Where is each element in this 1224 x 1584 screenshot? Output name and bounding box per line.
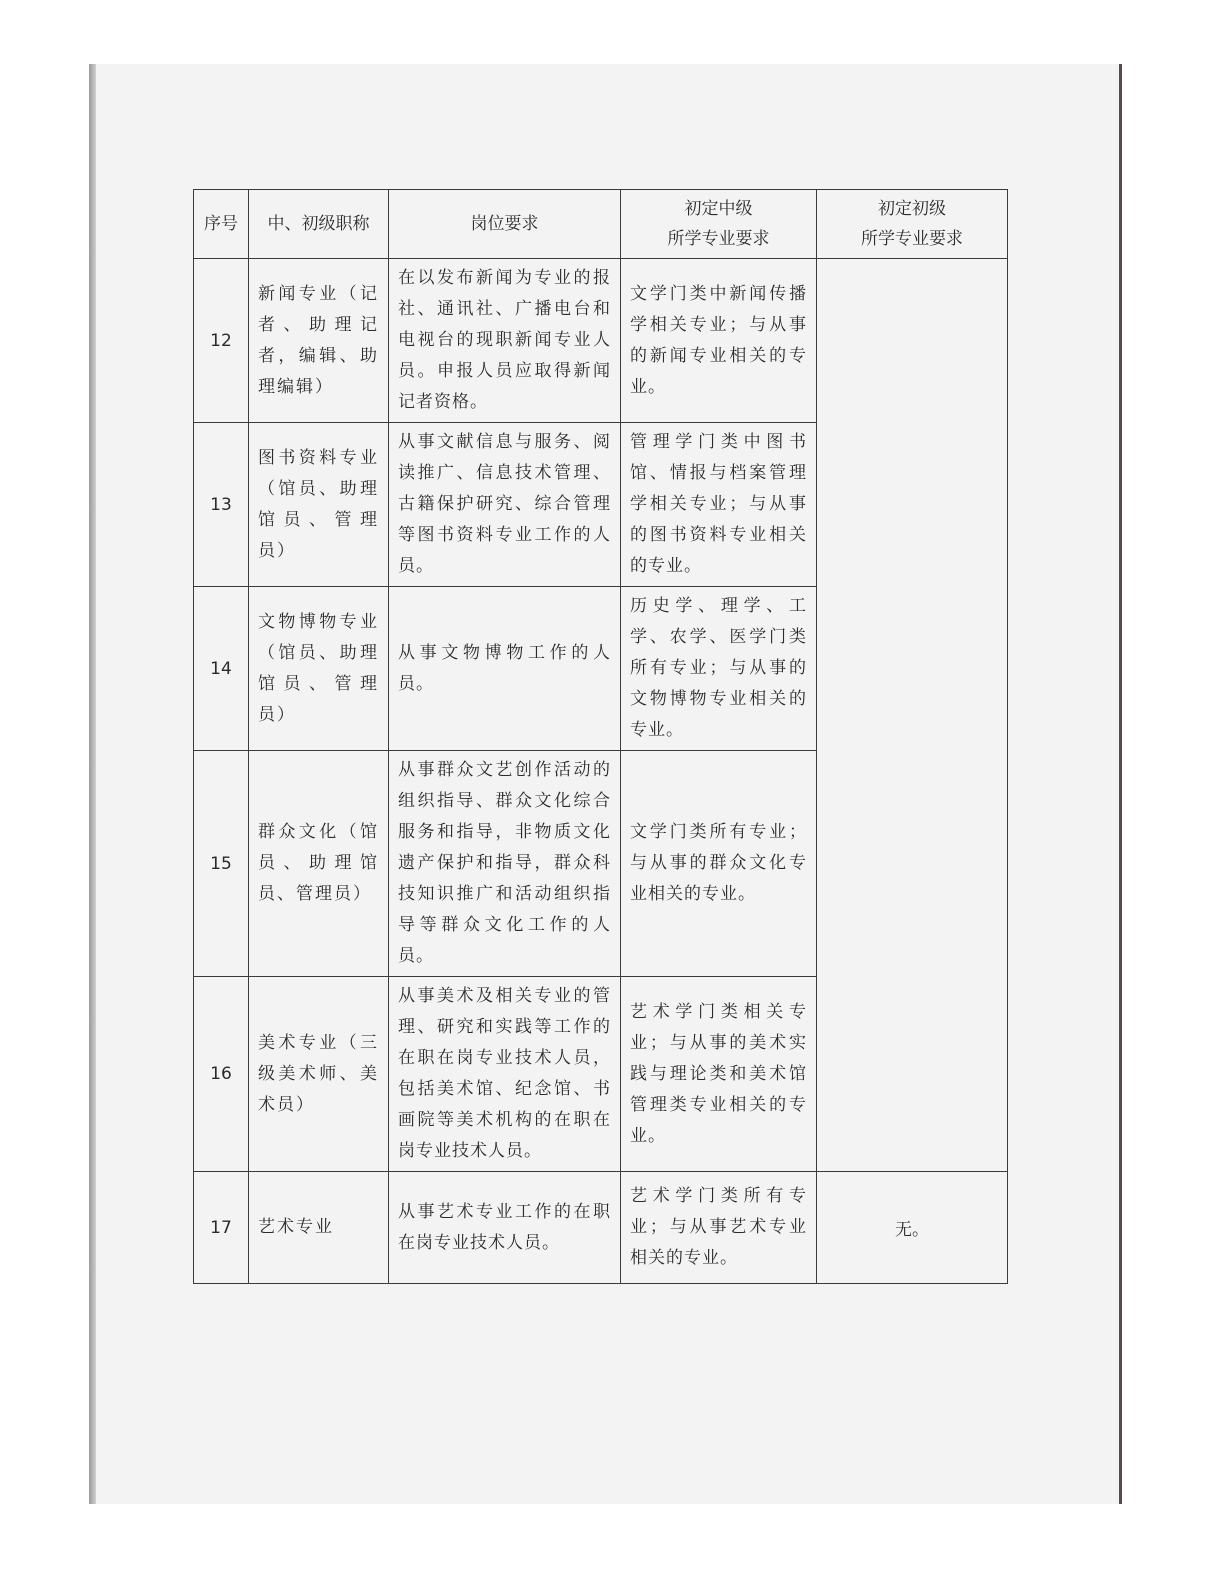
- header-requirement: 岗位要求: [389, 190, 621, 259]
- table-header-row: [194, 190, 1008, 259]
- row-requirement: 从事艺术专业工作的在职在岗专业技术人员。: [389, 1172, 621, 1284]
- table-row: [194, 1172, 1008, 1284]
- row-seq: 17: [194, 1172, 249, 1284]
- row-seq: 12: [194, 259, 249, 423]
- header-mid-major-line2: 所学专业要求: [667, 229, 770, 249]
- page-right-edge: [1119, 64, 1122, 1504]
- row-init-major: 无。: [817, 1172, 1008, 1284]
- row-title: 美术专业（三级美术师、美术员）: [249, 977, 389, 1172]
- row-init-major-empty: [817, 259, 1008, 1172]
- row-mid-major: 管理学门类中图书馆、情报与档案管理学相关专业；与从事的图书资料专业相关的专业。: [621, 423, 817, 587]
- row-mid-major: 艺术学门类相关专业；与从事的美术实践与理论类和美术馆管理类专业相关的专业。: [621, 977, 817, 1172]
- header-init-major: [817, 190, 1008, 259]
- row-title: 群众文化（馆员、助理馆员、管理员）: [249, 751, 389, 977]
- row-seq: 15: [194, 751, 249, 977]
- row-title: 新闻专业（记者、助理记者，编辑、助理编辑）: [249, 259, 389, 423]
- row-requirement: 从事文献信息与服务、阅读推广、信息技术管理、古籍保护研究、综合管理等图书资料专业工作的人员。: [389, 423, 621, 587]
- table-row: [194, 259, 1008, 423]
- row-requirement: 从事文物博物工作的人员。: [389, 587, 621, 751]
- row-mid-major: 艺术学门类所有专业；与从事艺术专业相关的专业。: [621, 1172, 817, 1284]
- header-title: 中、初级职称: [249, 190, 389, 259]
- row-requirement: 在以发布新闻为专业的报社、通讯社、广播电台和电视台的现职新闻专业人员。申报人员应取得新闻记者资格。: [389, 259, 621, 423]
- row-title: 文物博物专业（馆员、助理馆员、管理员）: [249, 587, 389, 751]
- row-requirement: 从事美术及相关专业的管理、研究和实践等工作的在职在岗专业技术人员，包括美术馆、纪念馆、书画院等美术机构的在职在岗专业技术人员。: [389, 977, 621, 1172]
- header-init-major-line1: 初定初级: [878, 199, 946, 219]
- header-mid-major-line1: 初定中级: [684, 199, 753, 219]
- row-seq: 13: [194, 423, 249, 587]
- row-mid-major: 文学门类所有专业；与从事的群众文化专业相关的专业。: [621, 751, 817, 977]
- page-left-edge: [89, 64, 96, 1504]
- row-mid-major: 文学门类中新闻传播学相关专业；与从事的新闻专业相关的专业。: [621, 259, 817, 423]
- header-seq: 序号: [194, 190, 249, 259]
- row-mid-major: 历史学、理学、工学、农学、医学门类所有专业；与从事的文物博物专业相关的专业。: [621, 587, 817, 751]
- row-seq: 14: [194, 587, 249, 751]
- header-init-major-line2: 所学专业要求: [861, 229, 963, 249]
- title-requirements-table: [193, 189, 1008, 1284]
- header-mid-major: [621, 190, 817, 259]
- row-title: 图书资料专业（馆员、助理馆员、管理员）: [249, 423, 389, 587]
- row-requirement: 从事群众文艺创作活动的组织指导、群众文化综合服务和指导，非物质文化遗产保护和指导，群众科技知识推广和活动组织指导等群众文化工作的人员。: [389, 751, 621, 977]
- row-title: 艺术专业: [249, 1172, 389, 1284]
- row-seq: 16: [194, 977, 249, 1172]
